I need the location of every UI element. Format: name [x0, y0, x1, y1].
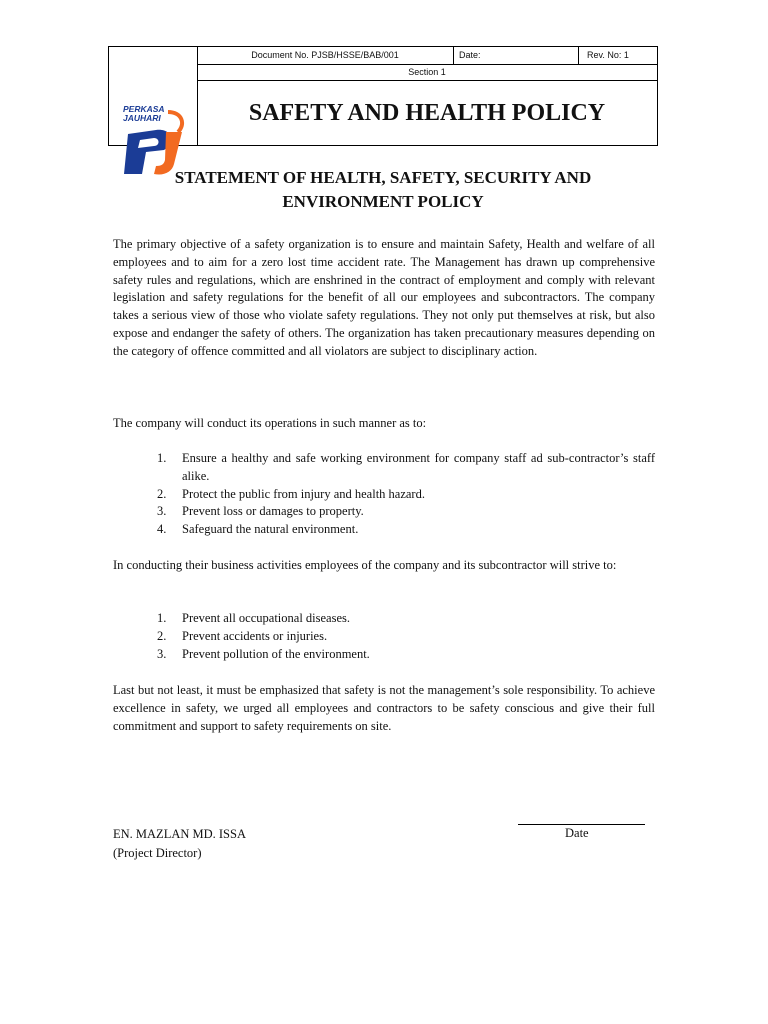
list-number: 4.	[157, 522, 167, 537]
logo-line2: JAUHARI	[123, 113, 161, 123]
list-text: Safeguard the natural environment.	[182, 522, 359, 537]
statement-title-line2: ENVIRONMENT POLICY	[282, 192, 484, 211]
document-number: Document No. PJSB/HSSE/BAB/001	[197, 47, 454, 64]
logo-text	[123, 105, 165, 123]
list-item	[150, 610, 655, 628]
list-item	[150, 450, 655, 486]
list-item	[150, 521, 655, 539]
header-row-info	[197, 47, 657, 65]
date-field: Date:	[453, 47, 579, 64]
logo-line1: PERKASA	[123, 104, 165, 114]
list-number: 3.	[157, 504, 167, 519]
page-title: SAFETY AND HEALTH POLICY	[248, 100, 606, 126]
revision-number: Rev. No: 1	[587, 50, 629, 60]
list-text: Ensure a healthy and safe working environment for company staff ad sub-contractor’s staff alike.	[182, 451, 655, 483]
list-text: Prevent accidents or injuries.	[182, 628, 328, 643]
statement-title-line1: STATEMENT OF HEALTH, SAFETY, SECURITY AND	[174, 168, 592, 187]
list-number: 1.	[157, 451, 167, 465]
signature-date-label: Date	[565, 826, 589, 840]
paragraph-objective: The primary objective of a safety organization is to ensure and maintain Safety, Health and welfare of all employees and to aim for a zero lost time accident rate. The Management has drawn up comprehensive safety rules and regulations, which are enshrined in the contract of employment and comply with relevant legislation and safety regulations for the benefit of all our employees and subcontractors. The company takes a serious view of those who violate safety regulations. They not only put themselves at risk, but also expose and endanger the safety of others. The organization has taken precautionary measures depending on the category of offence committed and all violators are subject to disciplinary action.	[113, 237, 655, 358]
list-item	[150, 503, 655, 521]
list-text: Prevent pollution of the environment.	[182, 646, 370, 661]
statement-title	[108, 166, 658, 214]
list-item	[150, 628, 655, 646]
prevention-list	[150, 610, 655, 663]
list-number: 3.	[157, 646, 167, 661]
signatory-name: EN. MAZLAN MD. ISSA	[113, 827, 246, 841]
signatory-block	[113, 825, 246, 863]
operations-list	[150, 450, 655, 539]
paragraph-business-activities: In conducting their business activities employees of the company and its subcontractor will strive to:	[113, 558, 617, 572]
list-text: Prevent loss or damages to property.	[182, 504, 364, 519]
list-number: 2.	[157, 628, 167, 643]
list-number: 1.	[157, 611, 167, 625]
signatory-title: (Project Director)	[113, 846, 202, 860]
list-item	[150, 486, 655, 504]
paragraph-operations-intro: The company will conduct its operations in such manner as to:	[113, 416, 427, 430]
section-label: Section 1	[197, 64, 657, 81]
paragraph-responsibility: Last but not least, it must be emphasized that safety is not the management’s sole responsibility. To achieve excellence in safety, we urged all employees and contractors to be safety conscious and give their full commitment and support to safety requirements on site.	[113, 683, 655, 733]
list-text: Protect the public from injury and health hazard.	[182, 486, 425, 501]
list-text: Prevent all occupational diseases.	[182, 611, 350, 625]
document-header-table	[108, 46, 658, 146]
list-item	[150, 646, 655, 664]
list-number: 2.	[157, 486, 167, 501]
